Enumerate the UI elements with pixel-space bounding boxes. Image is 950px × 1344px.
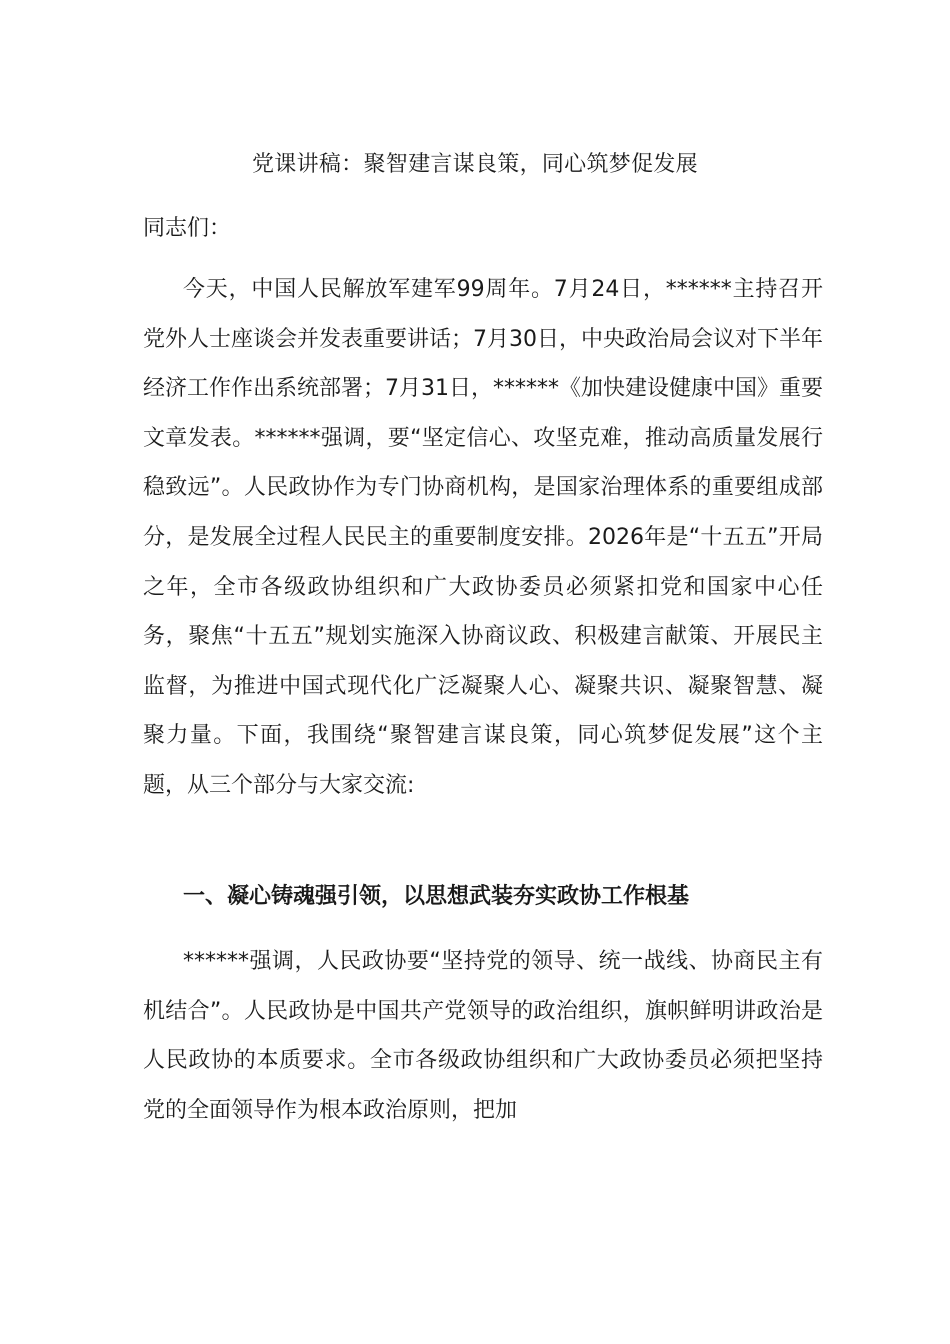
paragraph-intro: 今天，中国人民解放军建军99周年。7月24日，******主持召开党外人士座谈会并发表重要讲话；7月30日，中央政治局会议对下半年经济工作作出系统部署；7月31日，******《加快建设健康中国》重要文章发表。******强调，要“坚定信心、攻坚克难，推动高质量发展行稳致远”。人民政协作为专门协商机构，是国家治理体系的重要组成部分，是发展全过程人民民主的重要制度安排。2026年是“十五五”开局之年，全市各级政协组织和广大政协委员必须紧扣党和国家中心任务，聚焦“十五五”规划实施深入协商议政、积极建言献策、开展民主监督，为推进中国式现代化广泛凝聚人心、凝聚共识、凝聚智慧、凝聚力量。下面，我围绕“聚智建言谋良策，同心筑梦促发展”这个主题，从三个部分与大家交流: (143, 277, 823, 798)
greeting: 同志们： (143, 216, 232, 241)
document-title: 党课讲稿：聚智建言谋良策，同心筑梦促发展 (251, 152, 698, 177)
section-heading-1: 一、凝心铸魂强引领，以思想武装夯实政协工作根基 (183, 884, 690, 909)
paragraph-section-1: ******强调，人民政协要“坚持党的领导、统一战线、协商民主有机结合”。人民政协是中国共产党领导的政治组织，旗帜鲜明讲政治是人民政协的本质要求。全市各级政协组织和广大政协委员必须把坚持党的全面领导作为根本政治原则，把加 (143, 949, 823, 1123)
